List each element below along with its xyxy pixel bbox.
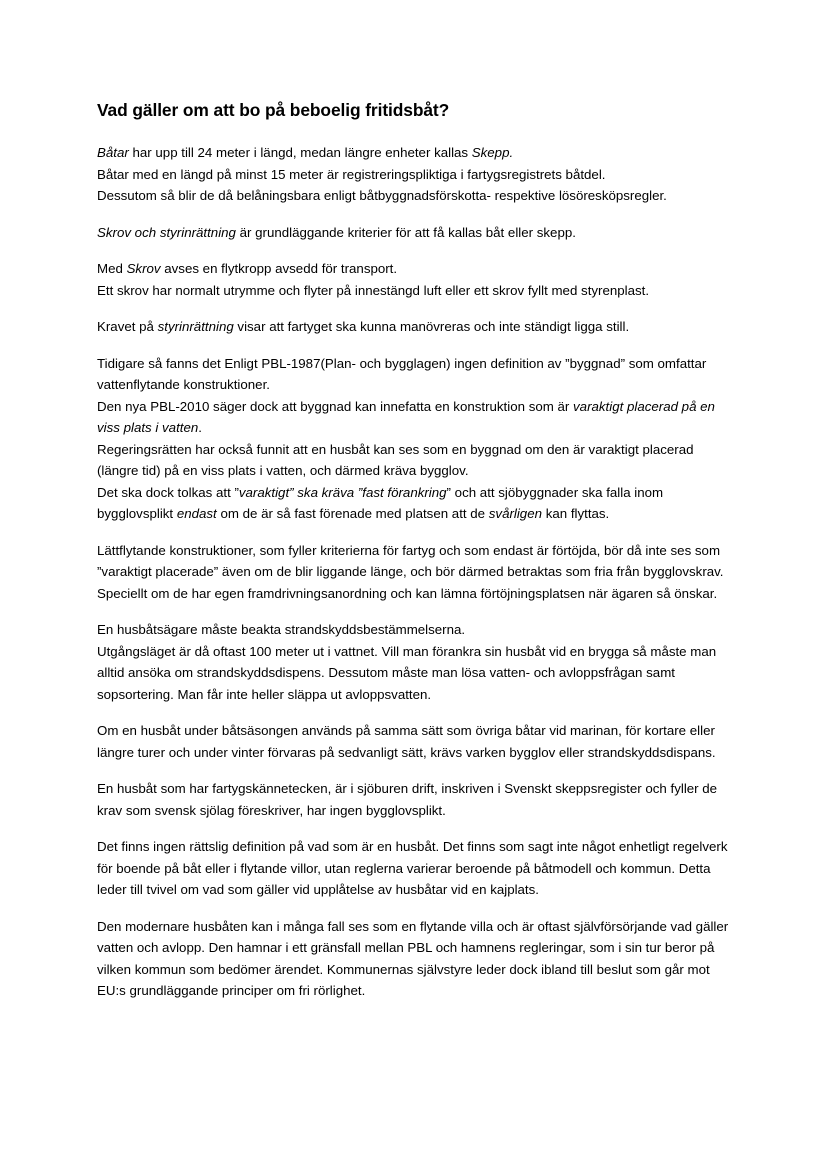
paragraph	[97, 316, 737, 338]
text-run: har upp till 24 meter i längd, medan längre enheter kallas	[128, 145, 472, 160]
text-run: Den modernare husbåten kan i många fall ses som en flytande villa och är oftast självförsörjande vad gäller vatten och avlopp. Den hamnar i ett gränsfall mellan PBL och hamnens regleringar, som i sin tur beror på vilken kommun som bedömer ärendet. Kommunernas självstyre leder dock ibland till beslut som går mot EU:s grundläggande principer om fri rörlighet.	[97, 918, 729, 998]
text-run: Den nya PBL-2010 säger dock att byggnad kan innefatta en konstruktion som är	[97, 398, 574, 414]
italic-text: Båtar	[97, 145, 129, 160]
text-run: Med	[97, 261, 127, 276]
italic-text: endast	[176, 506, 217, 521]
text-run: .	[198, 420, 202, 435]
text-run: En husbåt som har fartygskännetecken, är i sjöburen drift, inskriven i Svenskt skeppsregister och fyller de krav som svensk sjölag föreskriver, har ingen bygglovsplikt.	[97, 781, 718, 818]
page-title: Vad gäller om att bo på beboelig fritidsbåt?	[97, 100, 450, 120]
paragraph	[97, 916, 737, 1002]
text-run: är grundläggande kriterier för att få kallas båt eller skepp.	[235, 224, 576, 240]
text-run: Det finns ingen rättslig definition på vad som är en husbåt. Det finns som sagt inte något enhetligt regelverk för boende på båt eller i flytande villor, utan reglerna varierar beroende på båtmodell och kommun. Detta leder till tvivel om vad som gäller vid upplåtelse av husbåtar vid en kajplats.	[97, 839, 728, 897]
text-run: Båtar med en längd på minst 15 meter är registreringspliktiga i fartygsregistrets båtdel.	[97, 166, 606, 182]
text-run: ” och att sjöbyggnader ska falla inom bygglovsplikt	[97, 484, 664, 521]
text-run: visar att fartyget ska kunna manövreras och inte ständigt ligga still.	[233, 319, 630, 334]
paragraph	[97, 540, 737, 605]
text-run: kan flyttas.	[542, 506, 610, 521]
document-body	[97, 98, 737, 1017]
text-run: Lättflytande konstruktioner, som fyller kriterierna för fartyg och som endast är förtöjda, bör då inte ses som ”varaktigt placerade” även om de blir liggande länge, och bör därmed betraktas som fria från bygglovskrav. Speciellt om de har egen framdrivningsanordning och kan lämna förtöjningsplatsen när ägaren så önskar.	[97, 542, 724, 601]
paragraph	[97, 353, 737, 525]
paragraph	[97, 778, 737, 821]
text-run: En husbåtsägare måste beakta strandskyddsbestämmelserna.	[97, 622, 466, 637]
italic-text: varaktigt placerad på en viss plats i vatten	[97, 398, 715, 435]
text-run: Det ska dock tolkas att ”	[97, 484, 239, 500]
italic-text: Skrov	[126, 261, 161, 276]
text-run: Regeringsrätten har också funnit att en husbåt kan ses som en byggnad om den är varaktigt placerad (längre tid) på en viss plats i vatten, och därmed kräva bygglov.	[97, 441, 694, 478]
paragraph	[97, 142, 737, 207]
paragraph	[97, 619, 737, 705]
paragraph	[97, 222, 737, 244]
text-run: Dessutom så blir de då belåningsbara enligt båtbyggnadsförskotta- respektive lösöresköpsregler.	[97, 188, 667, 203]
paragraph	[97, 258, 737, 301]
italic-text: svårligen	[488, 506, 542, 521]
text-run: Kravet på	[97, 319, 158, 334]
paragraph	[97, 720, 737, 763]
paragraph	[97, 836, 737, 901]
italic-text: Skepp.	[471, 145, 514, 160]
text-run: Utgångsläget är då oftast 100 meter ut i vattnet. Vill man förankra sin husbåt vid en brygga så måste man alltid ansöka om strandskyddsdispens. Dessutom måste man lösa vatten- och avloppsfrågan samt sopsortering. Man får inte heller släppa ut avloppsvatten.	[97, 643, 717, 702]
text-run: avses en flytkropp avsedd för transport.	[160, 261, 398, 276]
text-run: Ett skrov har normalt utrymme och flyter på innestängd luft eller ett skrov fyllt med styrenplast.	[97, 282, 650, 298]
text-run: om de är så fast förenade med platsen att de	[216, 506, 489, 521]
italic-text: Skrov och styrinrättning	[97, 224, 236, 240]
italic-text: styrinrättning	[157, 319, 234, 334]
italic-text: varaktigt” ska kräva ”fast förankring	[238, 484, 447, 500]
text-run: Om en husbåt under båtsäsongen används på samma sätt som övriga båtar vid marinan, för kortare eller längre turer och under vinter förvaras på sedvanligt sätt, krävs varken bygglov eller strandskyddsdispans.	[97, 723, 716, 760]
text-run: Tidigare så fanns det Enligt PBL-1987(Plan- och bygglagen) ingen definition av ”byggnad” som omfattar vattenflytande konstruktioner.	[97, 355, 707, 392]
